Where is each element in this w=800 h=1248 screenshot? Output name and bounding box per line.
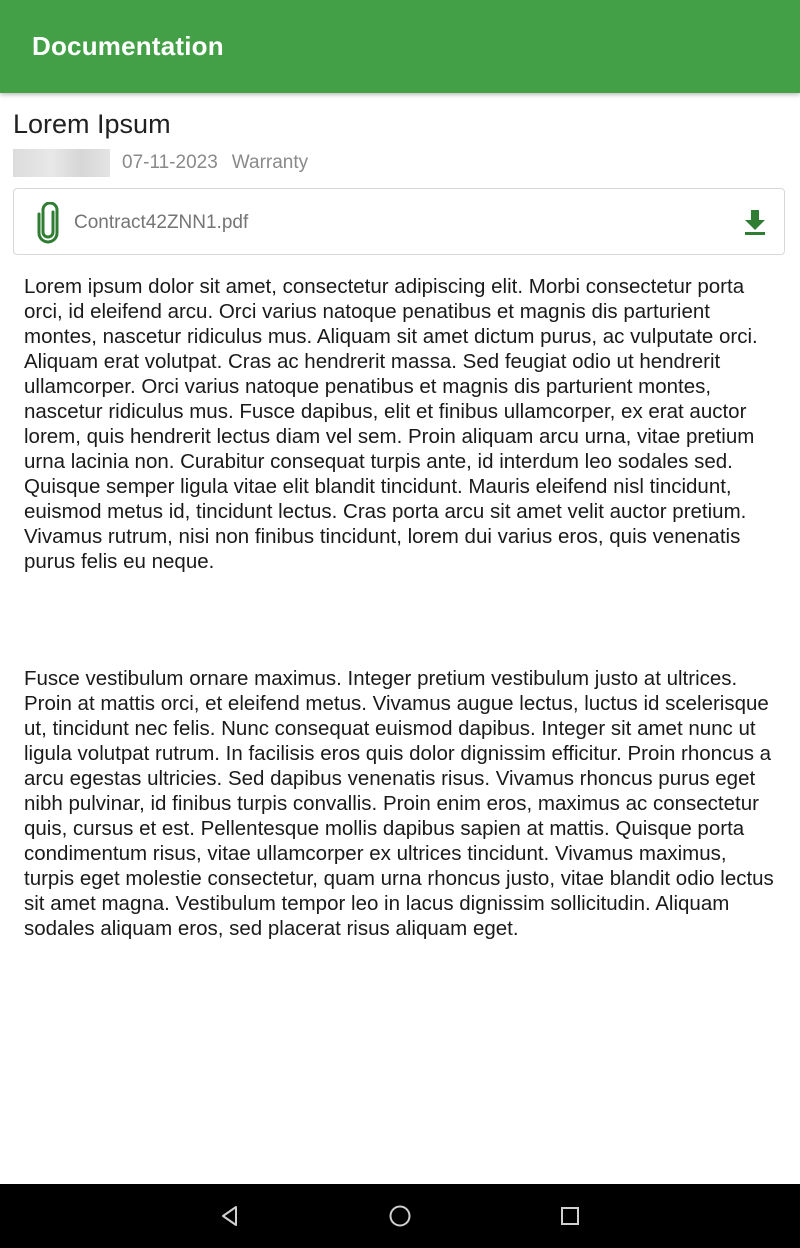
download-icon[interactable] <box>740 207 770 237</box>
recents-icon <box>560 1206 580 1226</box>
home-icon <box>388 1204 412 1228</box>
document-meta <box>13 149 308 177</box>
blurred-author-placeholder <box>13 149 110 177</box>
attachment-file-name: Contract42ZNN1.pdf <box>74 212 249 233</box>
document-body <box>24 274 780 941</box>
app-bar <box>0 0 800 93</box>
document-date: 07-11-2023 <box>122 152 218 173</box>
back-icon <box>219 1205 241 1227</box>
nav-back-button[interactable] <box>198 1184 262 1248</box>
paperclip-icon <box>34 202 62 244</box>
document-category: Warranty <box>231 152 309 173</box>
document-title: Lorem Ipsum <box>13 109 171 139</box>
nav-recents-button[interactable] <box>538 1184 602 1248</box>
body-paragraph-2: Fusce vestibulum ornare maximus. Integer pretium vestibulum justo at ultrices. Proin at mattis orci, et eleifend metus. Vivamus augue lectus, luctus id scelerisque ut, tincidunt nec felis. Nunc consequat euismod dapibus. Integer sit amet nunc ut ligula volutpat rutrum. In facilisis eros quis dolor dignissim efficitur. Proin rhoncus a arcu egestas ultricies. Sed dapibus venenatis risus. Vivamus rhoncus purus eget nibh pulvinar, id finibus turpis convallis. Proin enim eros, maximus ac consectetur quis, cursus et est. Pellentesque mollis dapibus sapien at mattis. Quisque porta condimentum risus, vitae ullamcorper ex ultrices tincidunt. Vivamus maximus, turpis eget molestie consectetur, quam urna rhoncus justo, vitae blandit odio lectus sit amet magna. Vestibulum tempor leo in lacus dignissim sollicitudin. Aliquam sodales aliquam eros, sed placerat risus aliquam eget. <box>24 667 774 940</box>
document-content[interactable] <box>0 93 800 1184</box>
body-paragraph-1: Lorem ipsum dolor sit amet, consectetur adipiscing elit. Morbi consectetur porta orci, id eleifend arcu. Orci varius natoque penatibus et magnis dis parturient montes, nascetur ridiculus mus. Aliquam sit amet dictum purus, ac vulputate orci. Aliquam erat volutpat. Cras ac hendrerit massa. Sed feugiat odio ut hendrerit ullamcorper. Orci varius natoque penatibus et magnis dis parturient montes, nascetur ridiculus mus. Fusce dapibus, elit et finibus ullamcorper, ex erat auctor lorem, quis hendrerit lectus diam vel sem. Proin aliquam arcu urna, vitae pretium urna lacinia non. Curabitur consequat turpis ante, id interdum leo sodales sed. Quisque semper ligula vitae elit blandit tincidunt. Mauris eleifend nisl tincidunt, euismod metus id, tincidunt lectus. Cras porta arcu sit amet velit auctor pretium. Vivamus rutrum, nisi non finibus tincidunt, lorem dui varius eros, quis venenatis purus felis eu neque. <box>24 275 758 573</box>
app-bar-title: Documentation <box>32 31 224 61</box>
nav-home-button[interactable] <box>368 1184 432 1248</box>
attachment-card[interactable] <box>13 188 785 255</box>
system-navigation-bar <box>0 1184 800 1248</box>
